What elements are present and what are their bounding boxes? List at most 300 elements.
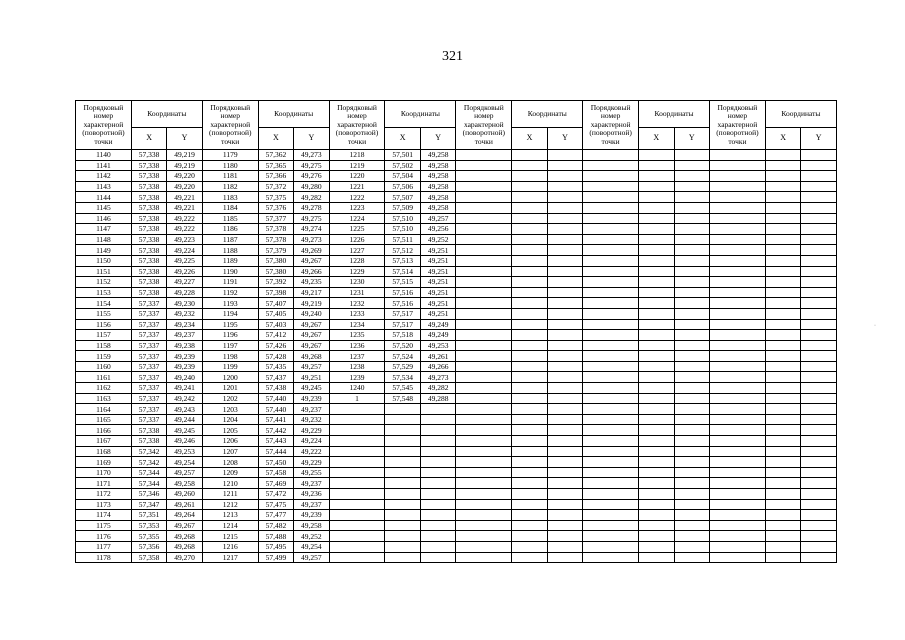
point-number-cell: 1167 bbox=[76, 436, 132, 447]
y-cell bbox=[420, 446, 455, 457]
x-cell bbox=[639, 383, 674, 394]
x-cell bbox=[639, 308, 674, 319]
x-cell bbox=[512, 150, 547, 161]
x-cell bbox=[512, 160, 547, 171]
y-cell: 49,220 bbox=[167, 171, 202, 182]
x-cell: 57,501 bbox=[385, 150, 420, 161]
point-number-cell bbox=[709, 255, 765, 266]
y-cell: 49,264 bbox=[167, 510, 202, 521]
y-cell bbox=[801, 383, 837, 394]
point-number-header: Порядковый номер характерной (поворотной) точки bbox=[202, 101, 258, 150]
x-cell bbox=[639, 467, 674, 478]
y-cell bbox=[674, 245, 709, 256]
y-cell bbox=[547, 340, 582, 351]
x-cell bbox=[765, 330, 800, 341]
table-body bbox=[76, 150, 837, 563]
table-row bbox=[76, 340, 837, 351]
point-number-cell bbox=[583, 510, 639, 521]
x-cell bbox=[512, 414, 547, 425]
table-row bbox=[76, 234, 837, 245]
table-row bbox=[76, 393, 837, 404]
y-cell: 49,219 bbox=[167, 150, 202, 161]
point-number-cell bbox=[583, 446, 639, 457]
table-row bbox=[76, 531, 837, 542]
y-cell bbox=[801, 361, 837, 372]
point-number-cell: 1178 bbox=[76, 552, 132, 563]
x-cell: 57,412 bbox=[258, 330, 293, 341]
x-cell: 57,482 bbox=[258, 520, 293, 531]
y-cell bbox=[547, 330, 582, 341]
y-cell: 49,251 bbox=[294, 372, 329, 383]
y-cell: 49,258 bbox=[420, 192, 455, 203]
y-cell bbox=[547, 393, 582, 404]
x-cell bbox=[639, 277, 674, 288]
point-number-cell: 1203 bbox=[202, 404, 258, 415]
x-cell bbox=[385, 404, 420, 415]
point-number-cell: 1213 bbox=[202, 510, 258, 521]
y-cell bbox=[801, 393, 837, 404]
point-number-cell bbox=[583, 340, 639, 351]
y-cell bbox=[674, 372, 709, 383]
point-number-cell: 1182 bbox=[202, 181, 258, 192]
y-cell bbox=[801, 171, 837, 182]
y-cell: 49,275 bbox=[294, 213, 329, 224]
x-cell: 57,444 bbox=[258, 446, 293, 457]
y-cell bbox=[674, 499, 709, 510]
scan-mark: · bbox=[874, 323, 876, 329]
y-cell: 49,273 bbox=[294, 150, 329, 161]
point-number-cell bbox=[583, 351, 639, 362]
y-cell bbox=[420, 425, 455, 436]
y-cell: 49,282 bbox=[420, 383, 455, 394]
table-row bbox=[76, 520, 837, 531]
y-cell: 49,252 bbox=[420, 234, 455, 245]
point-number-cell: 1179 bbox=[202, 150, 258, 161]
point-number-cell: 1157 bbox=[76, 330, 132, 341]
point-number-cell bbox=[456, 171, 512, 182]
point-number-cell: 1189 bbox=[202, 255, 258, 266]
x-cell bbox=[639, 510, 674, 521]
x-cell bbox=[639, 520, 674, 531]
y-cell bbox=[547, 351, 582, 362]
x-cell bbox=[512, 308, 547, 319]
point-number-cell bbox=[709, 181, 765, 192]
point-number-cell bbox=[456, 552, 512, 563]
x-cell bbox=[639, 393, 674, 404]
table-row bbox=[76, 489, 837, 500]
y-cell: 49,258 bbox=[167, 478, 202, 489]
table-row bbox=[76, 213, 837, 224]
y-cell: 49,237 bbox=[294, 478, 329, 489]
point-number-cell bbox=[456, 351, 512, 362]
point-number-cell bbox=[329, 531, 385, 542]
point-number-cell bbox=[583, 192, 639, 203]
point-number-cell: 1236 bbox=[329, 340, 385, 351]
x-cell: 57,375 bbox=[258, 192, 293, 203]
y-cell: 49,276 bbox=[294, 171, 329, 182]
y-cell bbox=[674, 361, 709, 372]
point-number-cell bbox=[583, 255, 639, 266]
x-cell bbox=[512, 372, 547, 383]
y-cell bbox=[801, 202, 837, 213]
x-cell bbox=[639, 171, 674, 182]
point-number-cell bbox=[583, 414, 639, 425]
y-cell bbox=[674, 510, 709, 521]
y-cell bbox=[674, 298, 709, 309]
x-cell bbox=[765, 457, 800, 468]
y-cell bbox=[801, 436, 837, 447]
y-cell bbox=[801, 234, 837, 245]
x-cell bbox=[765, 436, 800, 447]
y-cell bbox=[801, 414, 837, 425]
y-cell: 49,234 bbox=[167, 319, 202, 330]
point-number-cell bbox=[709, 489, 765, 500]
x-cell bbox=[765, 552, 800, 563]
y-cell bbox=[547, 224, 582, 235]
point-number-cell bbox=[456, 298, 512, 309]
point-number-cell: 1186 bbox=[202, 224, 258, 235]
point-number-cell: 1219 bbox=[329, 160, 385, 171]
x-cell: 57,428 bbox=[258, 351, 293, 362]
y-cell bbox=[674, 150, 709, 161]
x-cell bbox=[639, 266, 674, 277]
point-number-cell: 1214 bbox=[202, 520, 258, 531]
point-number-cell: 1174 bbox=[76, 510, 132, 521]
y-cell bbox=[547, 298, 582, 309]
point-number-header: Порядковый номер характерной (поворотной) точки bbox=[456, 101, 512, 150]
y-cell: 49,219 bbox=[167, 160, 202, 171]
x-cell: 57,380 bbox=[258, 266, 293, 277]
y-cell: 49,260 bbox=[167, 489, 202, 500]
y-header: Y bbox=[420, 128, 455, 150]
point-number-cell bbox=[329, 489, 385, 500]
x-cell bbox=[512, 393, 547, 404]
x-header: X bbox=[258, 128, 293, 150]
coordinates-header: Координаты bbox=[258, 101, 329, 128]
table-row bbox=[76, 351, 837, 362]
x-cell: 57,440 bbox=[258, 393, 293, 404]
point-number-cell: 1185 bbox=[202, 213, 258, 224]
point-number-cell bbox=[456, 202, 512, 213]
x-cell: 57,365 bbox=[258, 160, 293, 171]
point-number-cell bbox=[329, 404, 385, 415]
x-cell: 57,378 bbox=[258, 234, 293, 245]
point-number-cell bbox=[456, 213, 512, 224]
point-number-cell bbox=[456, 192, 512, 203]
x-cell bbox=[512, 202, 547, 213]
y-cell: 49,236 bbox=[294, 489, 329, 500]
point-number-cell: 1181 bbox=[202, 171, 258, 182]
point-number-cell bbox=[329, 467, 385, 478]
x-cell: 57,337 bbox=[131, 330, 166, 341]
x-cell: 57,529 bbox=[385, 361, 420, 372]
y-cell: 49,274 bbox=[294, 224, 329, 235]
point-number-cell: 1212 bbox=[202, 499, 258, 510]
x-cell bbox=[385, 520, 420, 531]
y-cell: 49,253 bbox=[420, 340, 455, 351]
point-number-cell: 1202 bbox=[202, 393, 258, 404]
point-number-cell bbox=[709, 414, 765, 425]
y-cell bbox=[674, 277, 709, 288]
y-cell bbox=[674, 531, 709, 542]
x-cell: 57,516 bbox=[385, 287, 420, 298]
y-cell bbox=[801, 351, 837, 362]
point-number-cell bbox=[583, 436, 639, 447]
y-cell bbox=[674, 541, 709, 552]
y-cell bbox=[547, 425, 582, 436]
point-number-cell: 1228 bbox=[329, 255, 385, 266]
point-number-header: Порядковый номер характерной (поворотной) точки bbox=[329, 101, 385, 150]
point-number-header: Порядковый номер характерной (поворотной) точки bbox=[76, 101, 132, 150]
x-cell bbox=[639, 351, 674, 362]
point-number-cell bbox=[709, 552, 765, 563]
x-cell: 57,524 bbox=[385, 351, 420, 362]
y-cell: 49,267 bbox=[294, 319, 329, 330]
y-cell bbox=[547, 181, 582, 192]
point-number-cell: 1146 bbox=[76, 213, 132, 224]
x-cell bbox=[765, 255, 800, 266]
y-cell: 49,256 bbox=[420, 224, 455, 235]
point-number-cell: 1142 bbox=[76, 171, 132, 182]
x-cell bbox=[512, 552, 547, 563]
x-cell bbox=[765, 520, 800, 531]
point-number-cell bbox=[583, 393, 639, 404]
x-cell bbox=[639, 181, 674, 192]
y-cell bbox=[801, 319, 837, 330]
y-cell: 49,223 bbox=[167, 234, 202, 245]
point-number-cell bbox=[583, 245, 639, 256]
point-number-cell: 1143 bbox=[76, 181, 132, 192]
x-cell: 57,440 bbox=[258, 404, 293, 415]
y-cell: 49,251 bbox=[420, 277, 455, 288]
y-cell: 49,269 bbox=[294, 245, 329, 256]
table-row bbox=[76, 192, 837, 203]
y-cell bbox=[801, 298, 837, 309]
point-number-cell bbox=[583, 181, 639, 192]
x-cell: 57,469 bbox=[258, 478, 293, 489]
x-cell: 57,377 bbox=[258, 213, 293, 224]
point-number-cell: 1152 bbox=[76, 277, 132, 288]
point-number-cell: 1230 bbox=[329, 277, 385, 288]
point-number-cell bbox=[583, 372, 639, 383]
point-number-cell: 1200 bbox=[202, 372, 258, 383]
x-cell: 57,516 bbox=[385, 298, 420, 309]
x-cell bbox=[512, 425, 547, 436]
point-number-cell bbox=[456, 245, 512, 256]
y-cell bbox=[420, 520, 455, 531]
point-number-cell bbox=[456, 160, 512, 171]
y-cell: 49,266 bbox=[294, 266, 329, 277]
x-cell bbox=[639, 499, 674, 510]
point-number-cell: 1201 bbox=[202, 383, 258, 394]
x-cell bbox=[639, 330, 674, 341]
x-cell bbox=[765, 213, 800, 224]
point-number-cell bbox=[583, 541, 639, 552]
point-number-cell: 1222 bbox=[329, 192, 385, 203]
x-cell: 57,338 bbox=[131, 224, 166, 235]
coordinates-table bbox=[75, 100, 837, 563]
table-row bbox=[76, 245, 837, 256]
x-cell: 57,378 bbox=[258, 224, 293, 235]
y-cell bbox=[674, 425, 709, 436]
y-cell: 49,245 bbox=[294, 383, 329, 394]
x-cell bbox=[512, 340, 547, 351]
point-number-cell: 1197 bbox=[202, 340, 258, 351]
y-cell bbox=[801, 160, 837, 171]
x-cell bbox=[639, 234, 674, 245]
point-number-cell bbox=[456, 478, 512, 489]
y-cell: 49,224 bbox=[294, 436, 329, 447]
x-cell: 57,441 bbox=[258, 414, 293, 425]
x-cell: 57,506 bbox=[385, 181, 420, 192]
y-cell: 49,241 bbox=[167, 383, 202, 394]
point-number-cell: 1193 bbox=[202, 298, 258, 309]
x-cell: 57,337 bbox=[131, 361, 166, 372]
point-number-cell: 1218 bbox=[329, 150, 385, 161]
x-cell: 57,356 bbox=[131, 541, 166, 552]
y-cell bbox=[801, 404, 837, 415]
y-cell: 49,249 bbox=[420, 319, 455, 330]
x-cell: 57,337 bbox=[131, 372, 166, 383]
y-cell: 49,239 bbox=[167, 361, 202, 372]
x-cell: 57,338 bbox=[131, 202, 166, 213]
point-number-cell bbox=[583, 202, 639, 213]
point-number-cell bbox=[709, 308, 765, 319]
y-cell bbox=[674, 404, 709, 415]
point-number-cell bbox=[456, 224, 512, 235]
y-cell: 49,224 bbox=[167, 245, 202, 256]
x-cell: 57,338 bbox=[131, 266, 166, 277]
x-cell: 57,338 bbox=[131, 150, 166, 161]
point-number-cell bbox=[456, 404, 512, 415]
x-cell bbox=[639, 489, 674, 500]
point-number-cell bbox=[583, 213, 639, 224]
x-cell bbox=[385, 467, 420, 478]
y-cell: 49,232 bbox=[294, 414, 329, 425]
y-cell bbox=[547, 202, 582, 213]
y-cell: 49,280 bbox=[294, 181, 329, 192]
y-cell bbox=[420, 467, 455, 478]
table-row bbox=[76, 425, 837, 436]
point-number-cell: 1159 bbox=[76, 351, 132, 362]
point-number-cell bbox=[456, 266, 512, 277]
table-row bbox=[76, 150, 837, 161]
point-number-cell: 1237 bbox=[329, 351, 385, 362]
y-cell bbox=[801, 520, 837, 531]
x-cell bbox=[512, 510, 547, 521]
point-number-cell bbox=[709, 436, 765, 447]
table-header bbox=[76, 101, 837, 150]
point-number-cell bbox=[709, 404, 765, 415]
point-number-cell: 1208 bbox=[202, 457, 258, 468]
page-number: 321 bbox=[442, 49, 463, 64]
table-row bbox=[76, 510, 837, 521]
y-cell: 49,255 bbox=[294, 467, 329, 478]
y-cell: 49,235 bbox=[294, 277, 329, 288]
x-cell bbox=[765, 245, 800, 256]
y-cell bbox=[674, 319, 709, 330]
y-cell: 49,257 bbox=[420, 213, 455, 224]
y-cell: 49,254 bbox=[167, 457, 202, 468]
x-cell bbox=[765, 287, 800, 298]
x-cell bbox=[639, 340, 674, 351]
x-cell: 57,338 bbox=[131, 255, 166, 266]
x-cell bbox=[639, 457, 674, 468]
y-cell bbox=[547, 266, 582, 277]
x-cell: 57,337 bbox=[131, 340, 166, 351]
x-cell: 57,545 bbox=[385, 383, 420, 394]
x-cell bbox=[512, 446, 547, 457]
table-row bbox=[76, 361, 837, 372]
point-number-cell bbox=[583, 478, 639, 489]
x-cell bbox=[765, 478, 800, 489]
y-cell bbox=[801, 372, 837, 383]
point-number-cell bbox=[329, 446, 385, 457]
point-number-cell: 1235 bbox=[329, 330, 385, 341]
x-cell bbox=[765, 160, 800, 171]
point-number-cell bbox=[456, 414, 512, 425]
x-cell: 57,338 bbox=[131, 287, 166, 298]
x-cell: 57,338 bbox=[131, 171, 166, 182]
x-cell: 57,507 bbox=[385, 192, 420, 203]
point-number-cell: 1160 bbox=[76, 361, 132, 372]
point-number-cell bbox=[329, 414, 385, 425]
y-cell: 49,239 bbox=[294, 510, 329, 521]
y-cell bbox=[547, 404, 582, 415]
point-number-cell bbox=[583, 160, 639, 171]
point-number-cell: 1151 bbox=[76, 266, 132, 277]
y-cell bbox=[801, 467, 837, 478]
point-number-cell: 1149 bbox=[76, 245, 132, 256]
y-cell bbox=[674, 287, 709, 298]
point-number-cell bbox=[329, 510, 385, 521]
y-cell bbox=[674, 520, 709, 531]
x-cell bbox=[512, 277, 547, 288]
x-cell: 57,534 bbox=[385, 372, 420, 383]
point-number-cell bbox=[456, 541, 512, 552]
x-cell: 57,472 bbox=[258, 489, 293, 500]
y-cell bbox=[547, 510, 582, 521]
point-number-cell bbox=[329, 478, 385, 489]
y-cell bbox=[547, 245, 582, 256]
point-number-cell: 1 bbox=[329, 393, 385, 404]
table-row bbox=[76, 552, 837, 563]
point-number-cell bbox=[709, 510, 765, 521]
y-cell: 49,239 bbox=[167, 351, 202, 362]
point-number-cell: 1164 bbox=[76, 404, 132, 415]
point-number-cell bbox=[456, 308, 512, 319]
point-number-cell bbox=[583, 330, 639, 341]
x-cell bbox=[765, 446, 800, 457]
point-number-cell: 1147 bbox=[76, 224, 132, 235]
point-number-cell bbox=[709, 202, 765, 213]
y-cell bbox=[674, 393, 709, 404]
y-cell bbox=[674, 171, 709, 182]
x-cell bbox=[639, 404, 674, 415]
x-cell: 57,509 bbox=[385, 202, 420, 213]
y-header: Y bbox=[674, 128, 709, 150]
point-number-cell: 1187 bbox=[202, 234, 258, 245]
point-number-cell: 1162 bbox=[76, 383, 132, 394]
y-cell: 49,221 bbox=[167, 192, 202, 203]
y-cell: 49,258 bbox=[420, 171, 455, 182]
y-cell bbox=[547, 552, 582, 563]
x-cell bbox=[765, 372, 800, 383]
y-cell bbox=[801, 245, 837, 256]
x-cell: 57,337 bbox=[131, 298, 166, 309]
y-cell bbox=[547, 489, 582, 500]
point-number-cell bbox=[456, 499, 512, 510]
